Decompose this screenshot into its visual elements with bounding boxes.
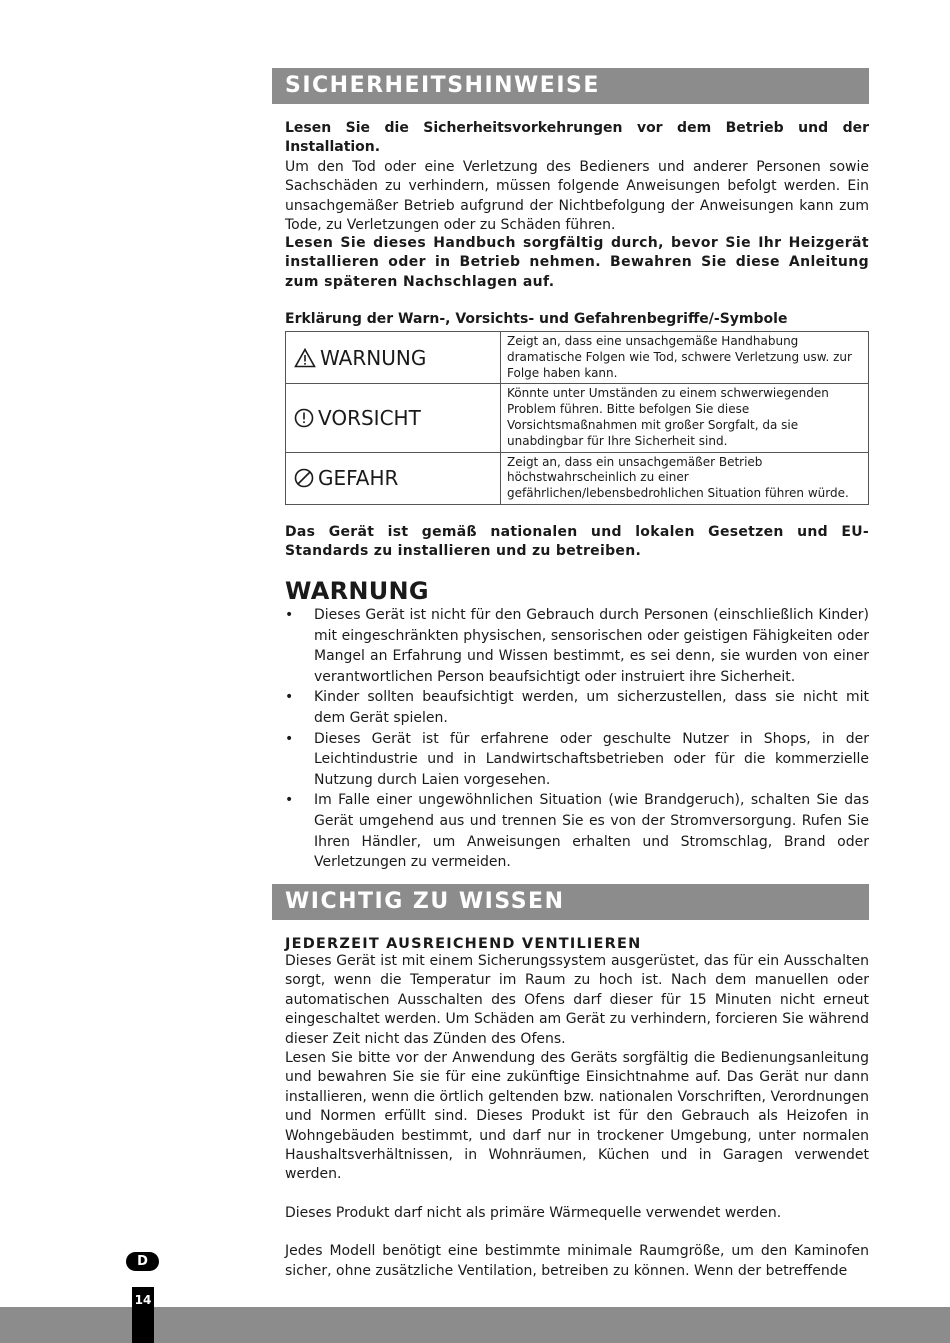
language-badge: D bbox=[126, 1252, 159, 1271]
ventilation-block bbox=[285, 936, 869, 1281]
symbol-label: WARNUNG bbox=[320, 345, 427, 370]
list-item: • Kinder sollten beaufsichtigt werden, um sicherzustellen, dass sie nicht mit dem Gerät spielen. bbox=[285, 687, 869, 728]
ventilation-para-4: Jedes Modell benötigt eine bestimmte minimale Raumgröße, um den Kaminofen sicher, ohne zusätzliche Ventilation, betreiben zu können. Wenn der betreffende bbox=[285, 1243, 869, 1279]
warning-heading: WARNUNG bbox=[285, 577, 429, 605]
manual-notice bbox=[285, 234, 869, 292]
list-item: • Dieses Gerät ist nicht für den Gebrauch durch Personen (einschließlich Kinder) mit eingeschränkten physischen, sensorischen oder geistigen Fähigkeiten oder Mangel an Erfahrung und Wissen bestimmt, es sei denn, sie wurden von einer verantwortlichen Person beaufsichtigt oder instruiert ihre Sicherheit. bbox=[285, 605, 869, 687]
table-caption: Erklärung der Warn-, Vorsichts- und Gefahrenbegriffe/-Symbole bbox=[285, 311, 788, 327]
safety-intro bbox=[285, 119, 869, 235]
symbol-description: Zeigt an, dass eine unsachgemäße Handhabung dramatische Folgen wie Tod, schwere Verletzung usw. zur Folge haben kann. bbox=[501, 332, 869, 384]
section-title-important: WICHTIG ZU WISSEN bbox=[272, 884, 869, 920]
list-item: • Im Falle einer ungewöhnlichen Situation (wie Brandgeruch), schalten Sie das Gerät umgehend aus und trennen Sie es von der Stromversorgung. Rufen Sie Ihren Händler, um Anweisungen erhalten und Stromschlag, Brand oder Verletzungen zu vermeiden. bbox=[285, 790, 869, 872]
prohibited-icon bbox=[294, 468, 314, 488]
symbol-label: VORSICHT bbox=[318, 405, 421, 430]
ventilation-para-3: Dieses Produkt darf nicht als primäre Wärmequelle verwendet werden. bbox=[285, 1204, 782, 1221]
symbol-label-cell bbox=[286, 332, 501, 384]
symbol-label-cell bbox=[286, 452, 501, 504]
table-caption-wrap bbox=[285, 311, 869, 327]
caution-circle-icon bbox=[294, 408, 314, 428]
symbol-label-cell bbox=[286, 384, 501, 452]
symbol-description: Könnte unter Umständen zu einem schwerwiegenden Problem führen. Bitte befolgen Sie diese Vorsichtsmaßnahmen mit großer Sorgfalt, da sie unabdingbar für Ihre Sicherheit sind. bbox=[501, 384, 869, 452]
standards-bold-text: Das Gerät ist gemäß nationalen und lokalen Gesetzen und EU-Standards zu installieren und zu betreiben. bbox=[285, 524, 869, 560]
warning-list bbox=[285, 605, 869, 873]
warning-block bbox=[285, 577, 869, 873]
manual-bold-text: Lesen Sie dieses Handbuch sorgfältig durch, bevor Sie Ihr Heizgerät installieren oder in Betrieb nehmen. Bewahren Sie diese Anleitung zum späteren Nachschlagen auf. bbox=[285, 235, 869, 290]
page-number: 14 bbox=[132, 1287, 154, 1343]
symbol-row-warning bbox=[286, 332, 869, 384]
intro-text: Um den Tod oder eine Verletzung des Bedieners und anderer Personen sowie Sachschäden zu verhindern, müssen folgende Anweisungen befolgt werden. Ein unsachgemäßer Betrieb aufgrund der Nichtbefolgung der Anweisungen kann zum Tode, zu Verletzungen oder zu Schäden führen. bbox=[285, 158, 869, 234]
symbol-row-caution bbox=[286, 384, 869, 452]
symbol-label: GEFAHR bbox=[318, 466, 399, 491]
ventilation-para-2: Lesen Sie bitte vor der Anwendung des Geräts sorgfältig die Bedienungsanleitung und bewahren Sie sie für eine zukünftige Einsichtnahme auf. Das Gerät nur dann installieren, wenn die örtlich geltenden bzw. nationalen Vorschriften, Verordnungen und Normen erfüllt sind. Dieses Produkt ist für den Gebrauch als Heizofen in Wohngebäuden bestimmt, und darf nur in trockener Umgebung, unter normalen Haushaltsverhältnissen, in Wohnräumen, Küchen und in Garagen verwendet werden. bbox=[285, 1050, 869, 1183]
list-item: • Dieses Gerät ist für erfahrene oder geschulte Nutzer in Shops, in der Leichtindustrie und in Landwirtschaftsbetrieben oder für die kommerzielle Nutzung durch Laien vorgesehen. bbox=[285, 729, 869, 791]
standards-notice bbox=[285, 523, 869, 562]
ventilation-subtitle: JEDERZEIT AUSREICHEND VENTILIEREN bbox=[285, 936, 642, 952]
symbol-row-danger bbox=[286, 452, 869, 504]
symbol-table bbox=[285, 331, 869, 505]
section-title-safety: SICHERHEITSHINWEISE bbox=[272, 68, 869, 104]
symbol-description: Zeigt an, dass ein unsachgemäßer Betrieb höchstwahrscheinlich zu einer gefährlichen/lebensbedrohlichen Situation führen würde. bbox=[501, 452, 869, 504]
warning-triangle-icon bbox=[294, 348, 316, 368]
intro-bold-text: Lesen Sie die Sicherheitsvorkehrungen vor dem Betrieb und der Installation. bbox=[285, 120, 869, 156]
ventilation-para-1: Dieses Gerät ist mit einem Sicherungssystem ausgerüstet, das für ein Ausschalten sorgt, wenn die Temperatur im Raum zu hoch ist. Nach dem manuellen oder automatischen Ausschalten des Ofens darf dieser für 15 Minuten nicht erneut eingeschaltet werden. Um Schäden am Gerät zu verhindern, forcieren Sie während dieser Zeit nicht das Zünden des Ofens. bbox=[285, 953, 869, 1047]
